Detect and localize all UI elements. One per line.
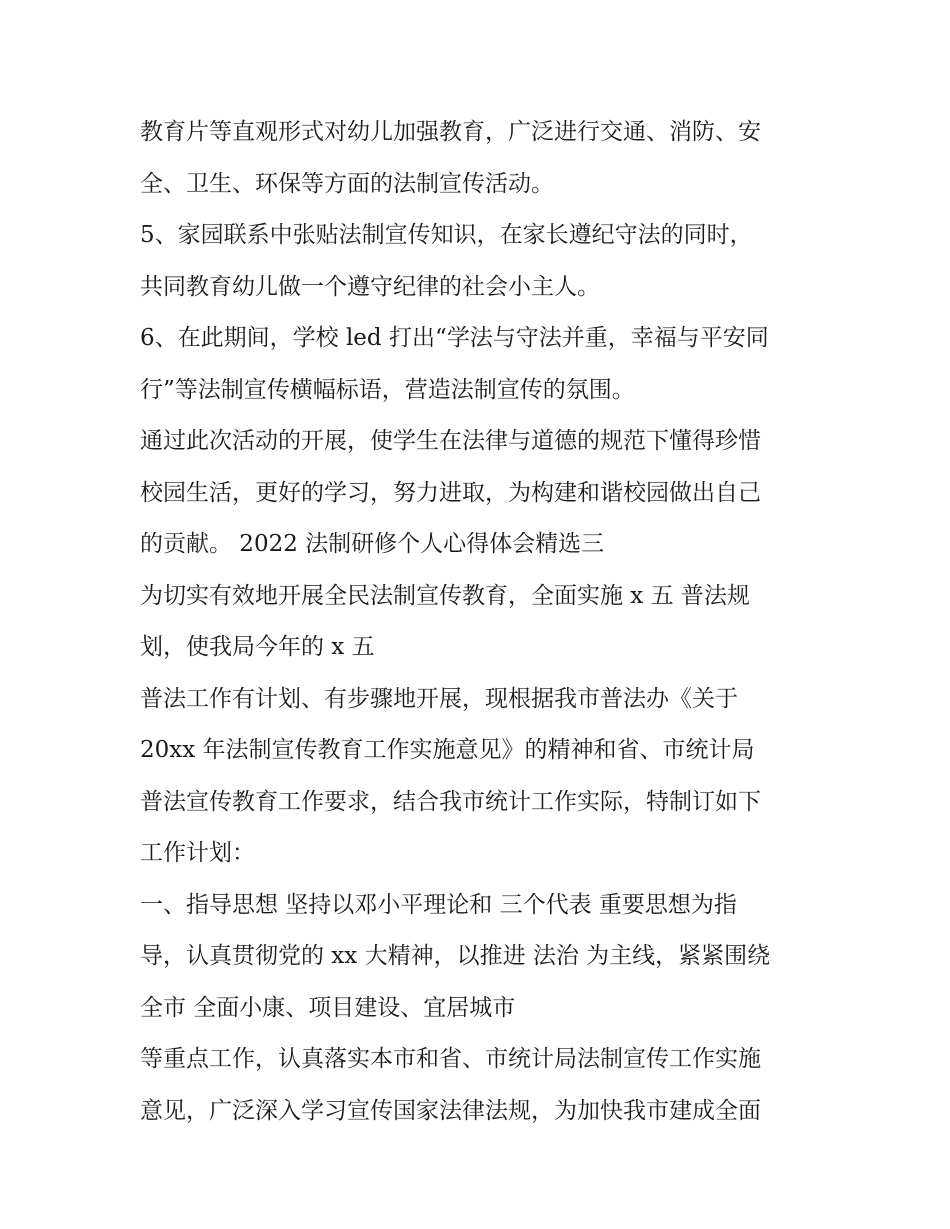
text-line: 教育片等直观形式对幼儿加强教育，广泛进行交通、消防、安 [140, 119, 761, 145]
text-line: 普法宣传教育工作要求，结合我市统计工作实际，特制订如下 [140, 788, 761, 815]
text-line: 6、在此期间，学校 led 打出“学法与守法并重，幸福与平安同 [140, 325, 769, 351]
text-line: 为切实有效地开展全民法制宣传教育，全面实施 x 五 普法规 [140, 582, 750, 609]
text-line: 全、卫生、环保等方面的法制宣传活动。 [140, 170, 554, 197]
text-line: 20xx 年法制宣传教育工作实施意见》的精神和省、市统计局 [140, 737, 755, 763]
text-line: 等重点工作，认真落实本市和省、市统计局法制宣传工作实施 [140, 1046, 761, 1072]
text-line: 共同教育幼儿做一个遵守纪律的社会小主人。 [140, 273, 600, 300]
text-line: 的贡献。 2022 法制研修个人心得体会精选三 [140, 531, 605, 557]
text-line: 划，使我局今年的 x 五 [140, 634, 375, 660]
text-line: 行”等法制宣传横幅标语，营造法制宣传的氛围。 [140, 376, 635, 403]
text-line: 意见，广泛深入学习宣传国家法律法规，为加快我市建成全面 [140, 1097, 761, 1124]
text-line: 通过此次活动的开展，使学生在法律与道德的规范下懂得珍惜 [140, 428, 761, 454]
body-text [140, 107, 820, 1137]
text-line: 校园生活，更好的学习，努力进取，为构建和谐校园做出自己 [140, 479, 761, 506]
text-line: 全市 全面小康、项目建设、宜居城市 [140, 994, 516, 1021]
text-line: 导，认真贯彻党的 xx 大精神，以推进 法治 为主线，紧紧围绕 [140, 943, 771, 969]
text-line: 5、家园联系中张贴法制宣传知识，在家长遵纪守法的同时， [140, 222, 753, 248]
text-line: 普法工作有计划、有步骤地开展，现根据我市普法办《关于 [140, 685, 738, 712]
text-line: 一、指导思想 坚持以邓小平理论和 三个代表 重要思想为指 [140, 891, 737, 918]
text-line: 工作计划： [140, 840, 255, 866]
